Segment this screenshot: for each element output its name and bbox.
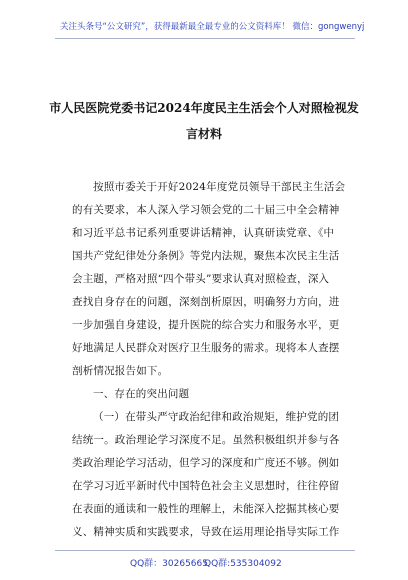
document-title-line-2: 言材料 [185,127,222,141]
footer-qq-group-1: QQ群：30265665 [130,559,208,569]
body-line: 按照市委关于开好2024年度党员领导干部民主生活会 [93,181,346,193]
header-divider [55,38,355,39]
body-line: 在学习习近平新时代中国特色社会主义思想时，往往停留 [72,480,340,492]
body-line: 的有关要求，本人深入学习领会党的二十届三中全会精神 [72,204,340,216]
header-promo-text: 关注头条号“公文研究”，获得最新最全最专业的公文资料库！ 微信：gongwenyj [60,22,365,32]
body-line: 一步加强自身建设，提升医院的综合实力和服务水平，更 [72,319,340,331]
body-line: 和习近平总书记系列重要讲话精神，认真研读党章、《中 [72,227,335,239]
footer-divider [55,550,355,551]
body-line: 剖析情况报告如下。 [72,365,169,377]
body-line: 义、精神实质和实践要求，导致在运用理论指导实际工作 [72,526,340,538]
body-line: 查找自身存在的问题，深刻剖析原因，明确努力方向，进 [72,296,340,308]
body-line: 类政治理论学习活动，但学习的深度和广度还不够。例如 [72,457,340,469]
body-line: 在表面的通读和一般性的理解上，未能深入挖掘其核心要 [72,503,340,515]
subsection-heading: （一）在带头严守政治纪律和政治规矩，维护党的团 [93,411,340,423]
document-title-line-1: 市人民医院党委书记2024年度民主生活会个人对照检视发 [49,101,359,115]
body-line: 国共产党纪律处分条例》等党内法规，聚焦本次民主生活 [72,250,340,262]
section-heading: 一、存在的突出问题 [93,388,190,400]
body-line: 好地满足人民群众对医疗卫生服务的需求。现将本人查摆 [72,342,340,354]
body-line: 结统一。政治理论学习深度不足。虽然积极组织并参与各 [72,434,340,446]
footer-qq-group-2: QQ群:535304092 [204,559,282,569]
body-line: 会主题，严格对照“四个带头”要求认真对照检查，深入 [72,273,330,285]
